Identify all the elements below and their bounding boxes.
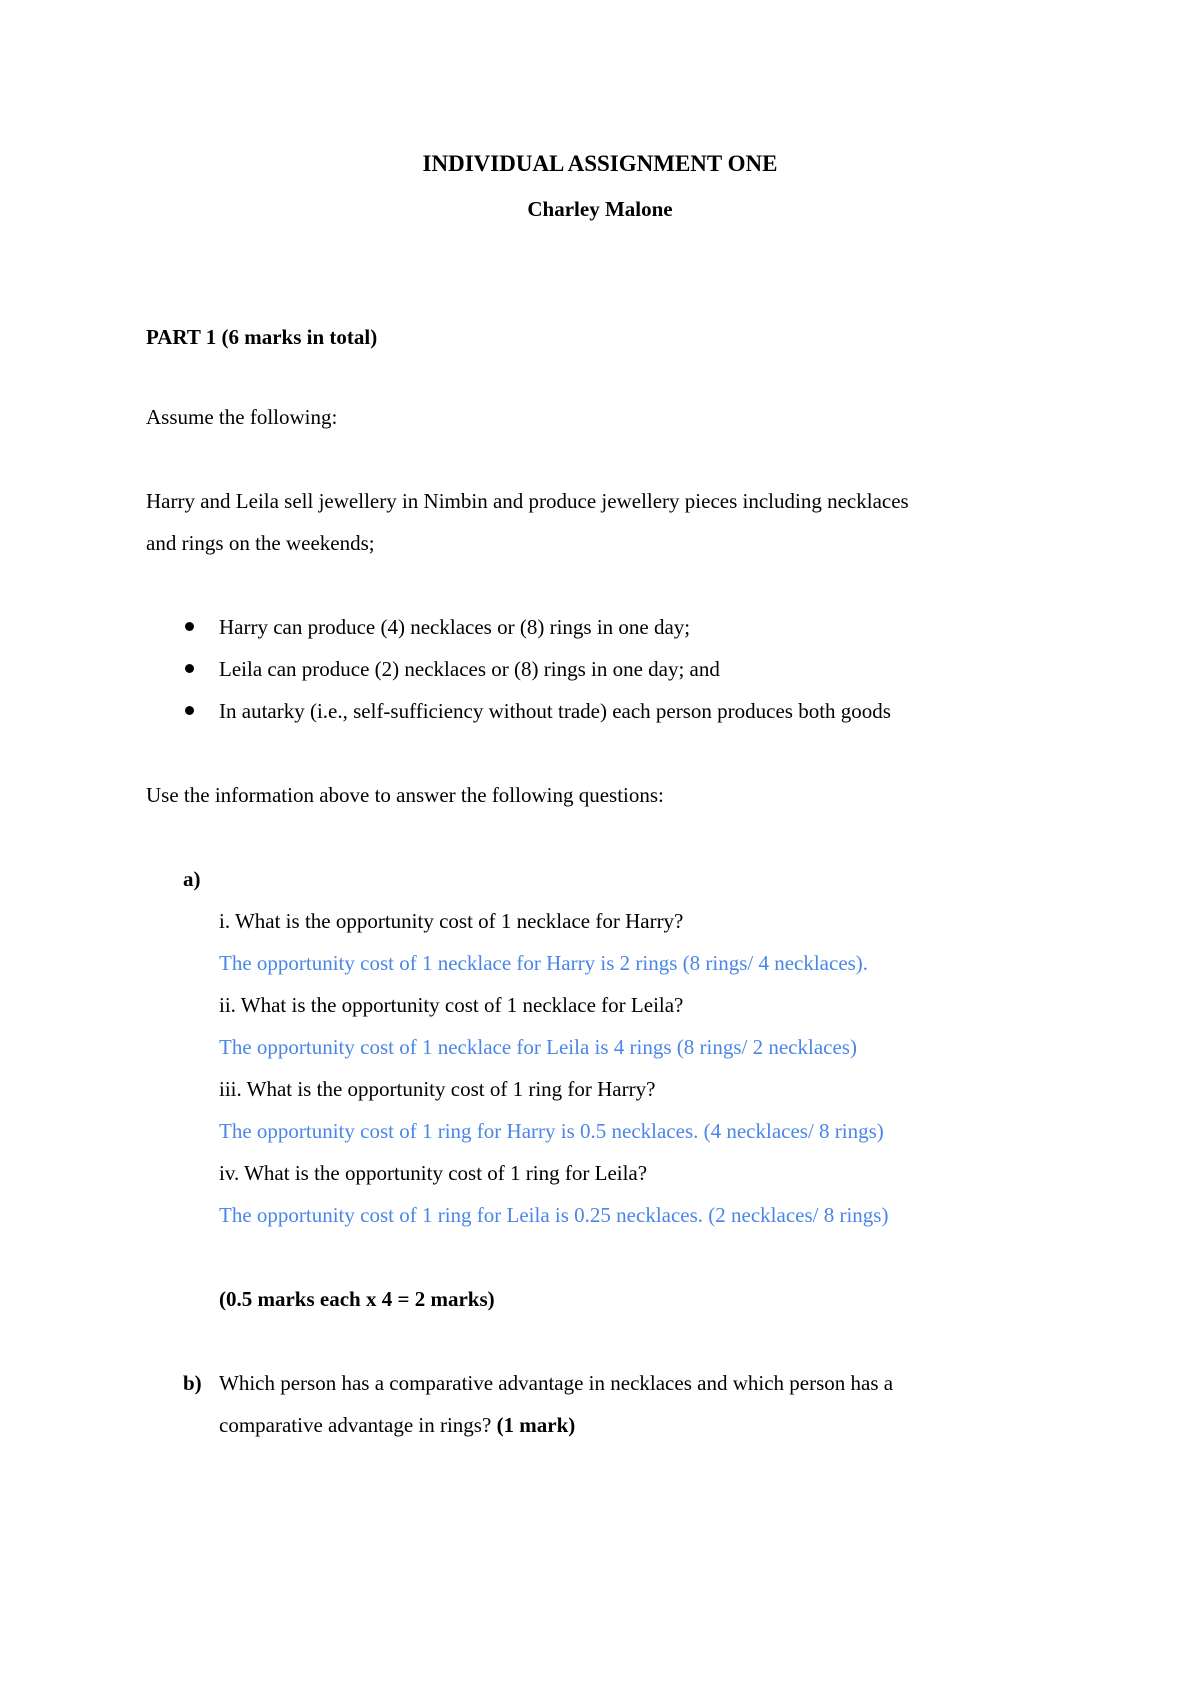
section-b-marks: (1 mark) — [496, 1413, 576, 1437]
instructions-text: Use the information above to answer the following questions: — [146, 783, 664, 807]
bullet-item: Leila can produce (2) necklaces or (8) rings in one day; and — [219, 657, 720, 681]
answer-text: The opportunity cost of 1 necklace for Leila is 4 rings (8 rings/ 2 necklaces) — [219, 1035, 857, 1059]
bullet-dot-icon — [185, 706, 194, 715]
answer-text: The opportunity cost of 1 necklace for Harry is 2 rings (8 rings/ 4 necklaces). — [219, 951, 869, 975]
document-title: INDIVIDUAL ASSIGNMENT ONE — [422, 151, 778, 176]
author-name: Charley Malone — [527, 197, 673, 221]
intro-paragraph-line-2: and rings on the weekends; — [146, 531, 375, 555]
section-b-question-line-1: Which person has a comparative advantage in necklaces and which person has a — [219, 1371, 894, 1395]
question-text: iv. What is the opportunity cost of 1 ring for Leila? — [219, 1161, 648, 1185]
section-b-question-text: comparative advantage in rings? — [219, 1413, 497, 1437]
question-text: i. What is the opportunity cost of 1 necklace for Harry? — [219, 909, 684, 933]
section-a-marks: (0.5 marks each x 4 = 2 marks) — [219, 1287, 495, 1311]
bullet-item: In autarky (i.e., self-sufficiency without trade) each person produces both goods — [219, 699, 891, 723]
question-text: ii. What is the opportunity cost of 1 necklace for Leila? — [219, 993, 684, 1017]
bullet-item: Harry can produce (4) necklaces or (8) rings in one day; — [219, 615, 691, 639]
bullet-dot-icon — [185, 622, 194, 631]
answer-text: The opportunity cost of 1 ring for Leila is 0.25 necklaces. (2 necklaces/ 8 rings) — [219, 1203, 889, 1227]
answer-text: The opportunity cost of 1 ring for Harry is 0.5 necklaces. (4 necklaces/ 8 rings) — [219, 1119, 884, 1143]
section-a-label: a) — [183, 867, 201, 891]
part-heading: PART 1 (6 marks in total) — [146, 325, 378, 349]
section-b-label: b) — [183, 1371, 202, 1395]
intro-paragraph-line-1: Harry and Leila sell jewellery in Nimbin and produce jewellery pieces including necklaces — [146, 489, 909, 513]
question-text: iii. What is the opportunity cost of 1 ring for Harry? — [219, 1077, 656, 1101]
bullet-dot-icon — [185, 664, 194, 673]
section-b-question-line-2 — [219, 1411, 575, 1439]
assume-text: Assume the following: — [146, 405, 338, 429]
